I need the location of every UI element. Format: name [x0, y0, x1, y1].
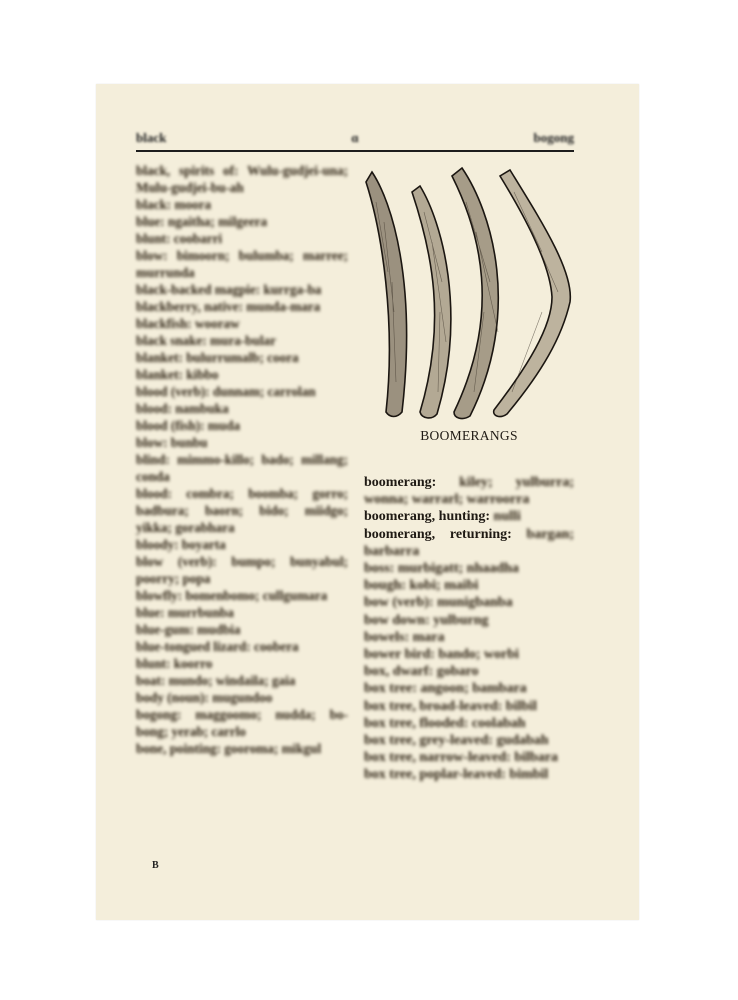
left-entry-text: blow (verb): bumpo; bunyabul; poorry; popa — [136, 554, 348, 586]
left-entry-text: blunt: koorro — [136, 656, 213, 671]
left-entry — [136, 400, 348, 417]
left-entry — [136, 621, 348, 638]
left-entry — [136, 417, 348, 434]
left-entry — [136, 213, 348, 230]
boomerang-1 — [366, 172, 407, 417]
right-entry — [364, 526, 574, 560]
entry-gloss: nulli — [490, 509, 521, 525]
left-entry — [136, 366, 348, 383]
right-entry — [364, 646, 574, 663]
left-entry-text: blind: mimmo-killo; bado; millang; conda — [136, 452, 348, 484]
right-entry — [364, 577, 574, 594]
entry-gloss: bow down: yulburng — [364, 612, 489, 628]
entry-headword: boomerang, hunting: — [364, 509, 491, 525]
left-entry — [136, 706, 348, 740]
left-entry-text: black: moora — [136, 197, 212, 212]
entry-gloss: box tree, poplar-leaved: bimbil — [364, 767, 549, 783]
entry-gloss: box tree: angoon; bambara — [364, 681, 527, 697]
running-head-left: black — [136, 130, 167, 145]
left-entry-text: blackberry, native: munda-mara — [136, 299, 321, 314]
entry-gloss: bow (verb): munigbanba — [364, 595, 513, 611]
illustration-caption: BOOMERANGS — [420, 428, 518, 443]
entry-gloss: box tree, grey-leaved: gudabah — [364, 733, 549, 749]
left-entry-text: black snake: mura-bular — [136, 333, 276, 348]
right-entry — [364, 680, 574, 697]
right-entry — [364, 612, 574, 629]
left-entry — [136, 638, 348, 655]
left-entry-text: blunt: coobarri — [136, 231, 223, 246]
left-entry — [136, 315, 348, 332]
left-entry-text: blue: murrbunba — [136, 605, 234, 620]
left-entry-text: black, spirits of: Wulu-gudjei-una; Mulu-gudjei-bu-ah — [136, 163, 348, 195]
right-entry — [364, 629, 574, 646]
left-entry-text: blood (fish): muda — [136, 418, 241, 433]
header-rule — [136, 150, 574, 152]
entry-gloss: kiley; yulburra; wonna; warrarl; warroorra — [364, 475, 574, 508]
left-entry-text: bone, pointing: gooroma; mikgul — [136, 741, 322, 756]
left-entry-text: blue-gum: mudbia — [136, 622, 241, 637]
left-entry — [136, 298, 348, 315]
running-head-middle: ɑ — [351, 130, 359, 145]
left-entry — [136, 740, 348, 757]
entry-gloss: boss: murbigatt; nhaadha — [364, 561, 519, 577]
boomerang-4 — [494, 170, 571, 417]
entry-headword: boomerang: — [364, 475, 437, 490]
entry-gloss: box, dwarf: gobaro — [364, 664, 479, 680]
left-entry — [136, 689, 348, 706]
left-entry — [136, 672, 348, 689]
entry-gloss: bargan; barbarra — [364, 526, 575, 559]
right-column — [364, 474, 574, 784]
left-entry — [136, 383, 348, 400]
boomerang-2 — [412, 186, 451, 418]
entry-gloss: box tree, flooded: coolabah — [364, 715, 526, 731]
left-entry-text: boat: mundo; windaila; gaia — [136, 673, 296, 688]
left-entry — [136, 655, 348, 672]
right-entry — [364, 560, 574, 577]
entry-gloss: box tree, narrow-leaved: bilbara — [364, 750, 558, 766]
dictionary-page — [96, 84, 639, 920]
left-entry-text: blue: ngaitha; milgeera — [136, 214, 268, 229]
right-entry — [364, 474, 574, 508]
left-entry-text: blowfly: bomenbomo; cullgumara — [136, 588, 328, 603]
right-entry — [364, 698, 574, 715]
boomerangs-illustration — [362, 162, 576, 422]
left-entry — [136, 247, 348, 281]
left-entry-text: blanket: bulurrumalb; coora — [136, 350, 299, 365]
left-entry — [136, 604, 348, 621]
left-entry — [136, 281, 348, 298]
left-entry-text: body (noun): mugundoo — [136, 690, 273, 705]
left-entry-text: blue-tongued lizard: coobera — [136, 639, 299, 654]
left-entry-text: blow: bunbu — [136, 435, 208, 450]
left-entry-text: bogong: maggoomo; nudda; bo-bong; yerab; carrlo — [136, 707, 348, 739]
right-entry — [364, 594, 574, 611]
left-entry-text: blackfish: wooraw — [136, 316, 240, 331]
left-entry-text: black-backed magpie: kurrga-ba — [136, 282, 322, 297]
left-entry-text: blood (verb): dunnam; carrolan — [136, 384, 316, 399]
left-entry — [136, 451, 348, 485]
left-entry — [136, 196, 348, 213]
left-entry — [136, 434, 348, 451]
left-entry — [136, 587, 348, 604]
entry-gloss: bowels: mara — [364, 629, 445, 645]
right-entry — [364, 766, 574, 783]
entry-headword: boomerang, returning: — [364, 526, 512, 542]
left-entry-text: blow: bimoorn; bulumba; marree; murrunda — [136, 248, 348, 280]
left-entry — [136, 162, 348, 196]
left-entry — [136, 553, 348, 587]
left-entry — [136, 485, 348, 536]
entry-gloss: box tree, broad-leaved: bilbil — [364, 698, 537, 714]
right-entry — [364, 508, 574, 525]
right-entry — [364, 663, 574, 680]
left-entry-text: bloody: boyarta — [136, 537, 226, 552]
left-column — [136, 162, 348, 757]
left-entry-text: blood: nambuka — [136, 401, 229, 416]
running-head-right: bogong — [533, 130, 574, 145]
running-head — [136, 130, 574, 146]
right-entry — [364, 715, 574, 732]
left-entry — [136, 349, 348, 366]
left-entry — [136, 332, 348, 349]
right-entry — [364, 732, 574, 749]
left-entry-text: blood: combra; boomba; gorro; badbura; baorn; bido; miidgo; yikka; gorabhara — [136, 486, 348, 535]
entry-gloss: bower bird: bando; worbi — [364, 647, 519, 663]
page-letter: B — [152, 860, 159, 871]
left-entry — [136, 536, 348, 553]
entry-gloss: bough: kobi; maibi — [364, 578, 479, 594]
left-entry — [136, 230, 348, 247]
left-entry-text: blanket: kibbo — [136, 367, 219, 382]
right-entry — [364, 749, 574, 766]
